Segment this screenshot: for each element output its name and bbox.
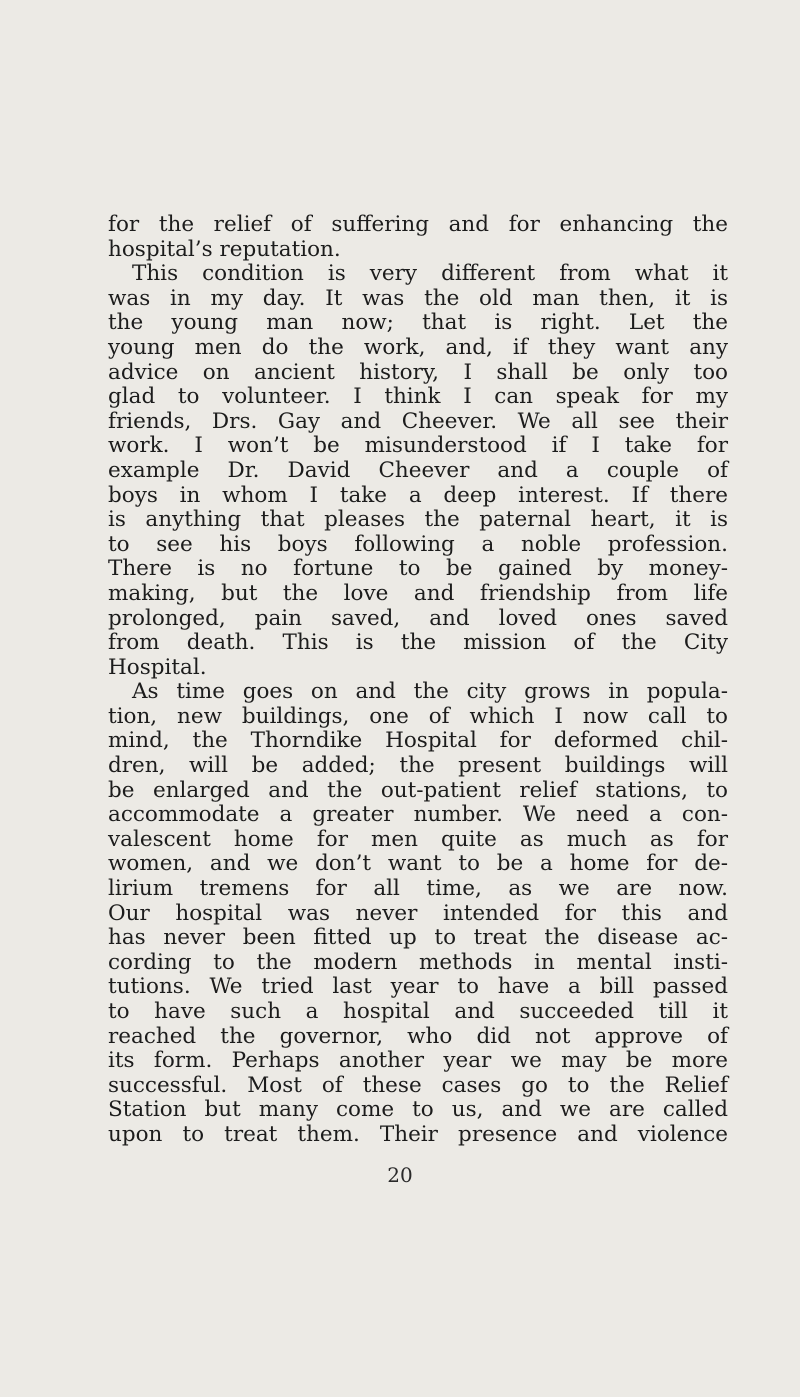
text-line: boys in whom I take a deep interest. If there	[108, 482, 728, 508]
text-line: upon to treat them. Their presence and violence	[108, 1121, 728, 1147]
text-line: young men do the work, and, if they want any	[108, 334, 728, 360]
text-line: Station but many come to us, and we are called	[108, 1097, 728, 1123]
text-line: cording to the modern methods in mental insti-	[108, 949, 728, 975]
text-line: prolonged, pain saved, and loved ones saved	[108, 605, 728, 631]
text-line: accommodate a greater number. We need a con-	[108, 802, 728, 828]
text-line: reached the governor, who did not approve of	[108, 1023, 728, 1049]
text-line: its form. Perhaps another year we may be more	[108, 1048, 728, 1074]
text-line: mind, the Thorndike Hospital for deformed chil-	[108, 728, 728, 754]
text-line: to have such a hospital and succeeded till it	[108, 999, 728, 1024]
text-line: for the relief of suffering and for enhancing the	[108, 212, 728, 237]
text-line: lirium tremens for all time, as we are now.	[108, 876, 728, 902]
text-line: Our hospital was never intended for this and	[108, 900, 728, 926]
text-line: hospital’s reputation.	[108, 236, 341, 262]
text-line: is anything that pleases the paternal heart, it is	[108, 507, 728, 533]
body-text	[108, 213, 728, 1148]
text-line: valescent home for men quite as much as for	[108, 826, 728, 852]
text-line: making, but the love and friendship from life	[108, 580, 728, 606]
text-line: was in my day. It was the old man then, it is	[108, 285, 728, 311]
text-line: As time goes on and the city grows in popula-	[132, 679, 728, 705]
text-line: advice on ancient history, I shall be only too	[108, 359, 728, 385]
text-line: women, and we don’t want to be a home for de-	[108, 851, 728, 877]
text-line: There is no fortune to be gained by money-	[108, 556, 728, 582]
text-line: work. I won’t be misunderstood if I take for	[108, 433, 728, 459]
text-line: friends, Drs. Gay and Cheever. We all see their	[108, 408, 728, 434]
text-line: be enlarged and the out-patient relief stations, to	[108, 777, 728, 803]
text-line: tion, new buildings, one of which I now call to	[108, 703, 728, 729]
text-line: Hospital.	[108, 654, 207, 680]
text-line: example Dr. David Cheever and a couple of	[108, 457, 728, 483]
text-line: successful. Most of these cases go to the Relief	[108, 1072, 728, 1098]
text-line: This condition is very different from what it	[132, 261, 728, 287]
text-line: to see his boys following a noble profession.	[108, 531, 728, 557]
text-line: tutions. We tried last year to have a bill passed	[108, 974, 728, 1000]
text-line: has never been fitted up to treat the disease ac-	[108, 925, 728, 951]
text-line: glad to volunteer. I think I can speak for my	[108, 384, 728, 410]
text-line: the young man now; that is right. Let the	[108, 310, 728, 336]
text-line: from death. This is the mission of the City	[108, 630, 728, 656]
page-number: 20	[387, 1163, 413, 1187]
text-line: dren, will be added; the present buildings will	[108, 753, 728, 779]
